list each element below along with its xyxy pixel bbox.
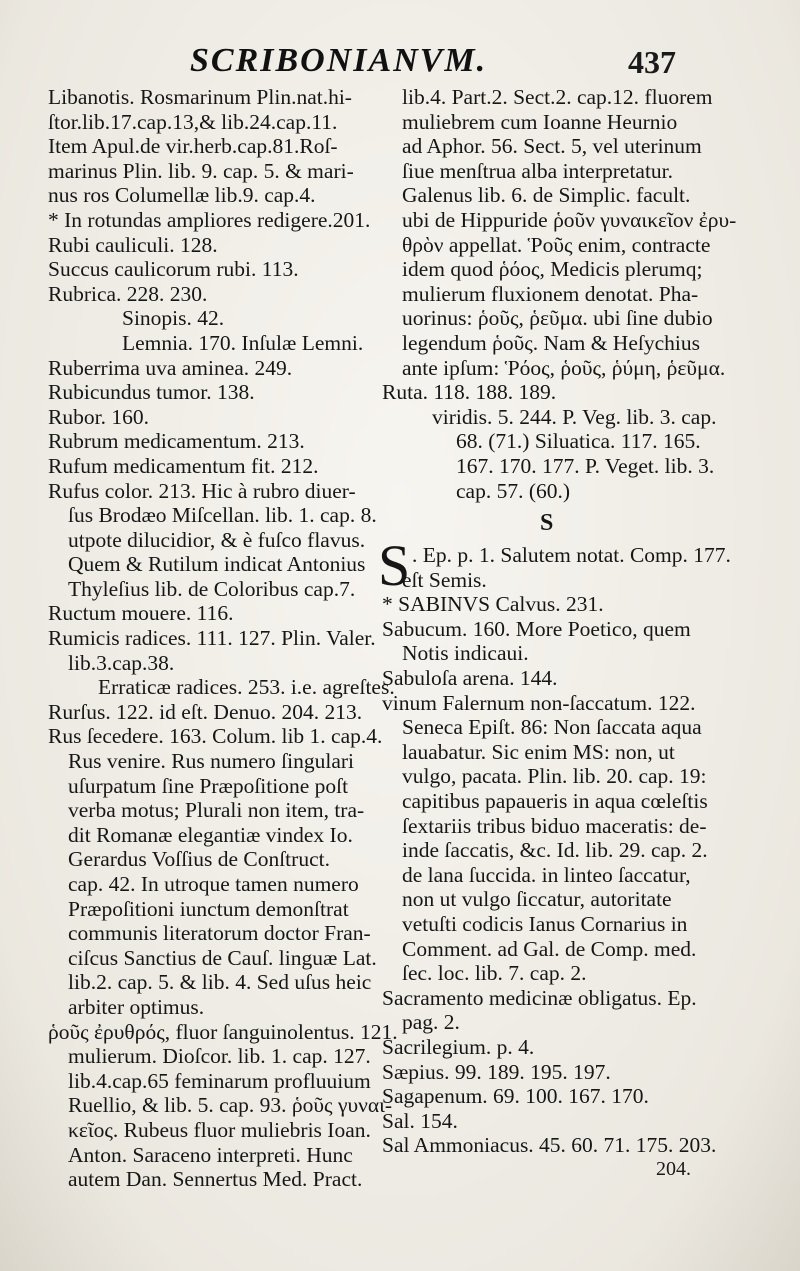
index-line: pag. 2. [402,1010,460,1035]
index-line: uorinus: ῥοῦς, ῥεῦμα. ubi ſine dubio [402,306,713,331]
index-line: Ructum mouere. 116. [48,601,234,626]
index-line: Rurſus. 122. id eſt. Denuo. 204. 213. [48,699,363,724]
index-line: communis literatorum doctor Fran- [68,921,371,946]
index-line: lib.4. Part.2. Sect.2. cap.12. fluorem [402,85,713,109]
index-line: de lana ſuccida. in linteo ſaccatur, [402,862,691,887]
index-line: Anton. Saraceno interpreti. Hunc [68,1142,353,1167]
index-line: ſus Brodæo Miſcellan. lib. 1. cap. 8. [68,503,377,528]
drop-cap: S [378,533,411,599]
index-line: non ut vulgo ſiccatur, autoritate [402,887,672,912]
index-line: Sabuloſa arena. 144. [382,666,558,691]
index-line: Sagapenum. 69. 100. 167. 170. [382,1084,649,1109]
index-line: Seneca Epiſt. 86: Non ſaccata aqua [402,715,702,740]
index-line: ſiue menſtrua alba interpretatur. [402,158,674,183]
index-line: θρὸν appellat. Ῥοῦς enim, contracte [402,232,711,257]
index-line: Comment. ad Gal. de Comp. med. [402,936,697,961]
right-column [378,85,737,1158]
index-line: vetuſti codicis Ianus Cornarius in [402,912,688,936]
index-line: κεῖος. Rubeus fluor muliebris Ioan. [68,1117,371,1142]
index-line: vulgo, pacata. Plin. lib. 20. cap. 19: [402,764,707,789]
running-head: SCRIBONIANVM. [190,42,488,79]
index-line: Notis indicaui. [402,641,529,666]
index-line: Ruellio, & lib. 5. cap. 93. ῥοῦς γυναι- [68,1093,393,1118]
index-line: Rumicis radices. 111. 127. Plin. Valer. [48,626,376,651]
index-line: lib.4.cap.65 feminarum profluuium [68,1068,371,1093]
index-line: Item Apul.de vir.herb.cap.81.Roſ- [48,134,338,159]
index-line: legendum ῥοῦς. Nam & Heſychius [402,330,700,355]
index-line: ῥοῦς ἐρυθρός, fluor ſanguinolentus. 121. [48,1019,398,1044]
index-line: lib.3.cap.38. [68,650,175,675]
index-line: Succus caulicorum rubi. 113. [48,257,299,282]
left-column [48,85,398,1192]
index-line: uſurpatum ſine Præpoſitione poſt [68,773,349,798]
index-line: Thyleſius lib. de Coloribus cap.7. [68,576,356,601]
index-line: Ruberrima uva aminea. 249. [48,355,293,380]
index-line: 167. 170. 177. P. Veget. lib. 3. [456,453,715,478]
index-line: autem Dan. Sennertus Med. Pract. [68,1167,363,1192]
index-line: ſec. loc. lib. 7. cap. 2. [402,961,587,986]
index-line: marinus Plin. lib. 9. cap. 5. & mari- [48,158,354,183]
index-line: ante ipſum: Ῥόος, ῥοῦς, ῥύμη, ῥεῦμα. [402,355,726,380]
page-number: 437 [628,44,676,80]
index-line: Rufus color. 213. Hic à rubro diuer- [48,478,356,503]
section-letter: S [540,510,554,537]
index-line: Sacrilegium. p. 4. [382,1034,535,1059]
index-line: Rufum medicamentum fit. 212. [48,453,319,478]
index-line: Sacramento medicinæ obligatus. Ep. [382,985,697,1010]
index-line: mulierum. Dioſcor. lib. 1. cap. 127. [68,1044,371,1069]
index-line: eſt Semis. [402,567,487,592]
index-line: mulierum fluxionem denotat. Pha- [402,281,699,306]
index-line: idem quod ῥόος, Medicis plerumq; [402,257,703,282]
index-line: dit Romanæ elegantiæ vindex Io. [68,822,353,847]
index-line: Sal Ammoniacus. 45. 60. 71. 175. 203. [382,1133,717,1158]
index-line: utpote dilucidior, & è fuſco flavus. [68,527,366,552]
index-line: arbiter optimus. [68,994,205,1019]
index-line: Gerardus Voſſius de Conſtruct. [68,847,330,872]
index-line: capitibus papaueris in aqua cœleſtis [402,789,708,814]
index-line: cap. 42. In utroque tamen numero [68,872,359,896]
index-line: Erraticæ radices. 253. i.e. agreſtes. [98,675,395,700]
index-line: Rubrica. 228. 230. [48,281,208,306]
index-line: ad Aphor. 56. Sect. 5, vel uterinum [402,134,702,159]
index-line: Præpoſitioni iunctum demonſtrat [68,896,349,921]
index-line: Lemnia. 170. Inſulæ Lemni. [122,330,364,355]
index-line: 68. (71.) Siluatica. 117. 165. [456,429,701,454]
index-line: Sinopis. 42. [122,306,225,331]
index-line: Libanotis. Rosmarinum Plin.nat.hi- [48,85,352,109]
index-line: lib.2. cap. 5. & lib. 4. Sed uſus heic [68,970,372,995]
index-line: ciſcus Sanctius de Cauſ. linguæ Lat. [68,945,377,970]
index-line: Sabucum. 160. More Poetico, quem [382,616,691,641]
index-line: Sæpius. 99. 189. 195. 197. [382,1059,611,1084]
index-line: * In rotundas ampliores redigere.201. [48,207,371,232]
index-line: ſextariis tribus biduo maceratis: de- [402,813,707,838]
index-line: Rubicundus tumor. 138. [48,380,255,405]
index-line: ſtor.lib.17.cap.13,& lib.24.cap.11. [48,109,338,134]
section-entries [378,533,731,1158]
index-line-text: . Ep. p. 1. Salutem notat. Comp. 177. [412,543,731,568]
index-line: Quem & Rutilum indicat Antonius [68,552,366,577]
index-line: Rus venire. Rus numero ſingulari [68,749,355,774]
index-line: ubi de Hippuride ῥοῦν γυναικεῖον ἐρυ- [402,207,737,232]
index-line: Rubrum medicamentum. 213. [48,429,305,454]
index-line: Rubor. 160. [48,404,149,429]
catchword: 204. [656,1158,691,1180]
index-line: Rus ſecedere. 163. Colum. lib 1. cap.4. [48,724,383,749]
right-column-entries [382,85,737,503]
index-line: vinum Falernum non-ſaccatum. 122. [382,690,696,715]
index-line: Sal. 154. [382,1108,458,1133]
index-line: inde ſaccatis, &c. Id. lib. 29. cap. 2. [402,838,708,863]
index-line: cap. 57. (60.) [456,478,571,503]
index-line: muliebrem cum Ioanne Heurnio [402,109,678,134]
index-line: Galenus lib. 6. de Simplic. facult. [402,183,691,208]
index-line: * SABINVS Calvus. 231. [382,592,604,617]
index-line: verba motus; Plurali non item, tra- [68,798,365,823]
index-line: Rubi cauliculi. 128. [48,232,218,257]
index-line: lauabatur. Sic enim MS: non, ut [402,739,675,764]
index-line: nus ros Columellæ lib.9. cap.4. [48,183,316,208]
index-line: viridis. 5. 244. P. Veg. lib. 3. cap. [432,404,717,429]
index-line: Ruta. 118. 188. 189. [382,380,557,405]
